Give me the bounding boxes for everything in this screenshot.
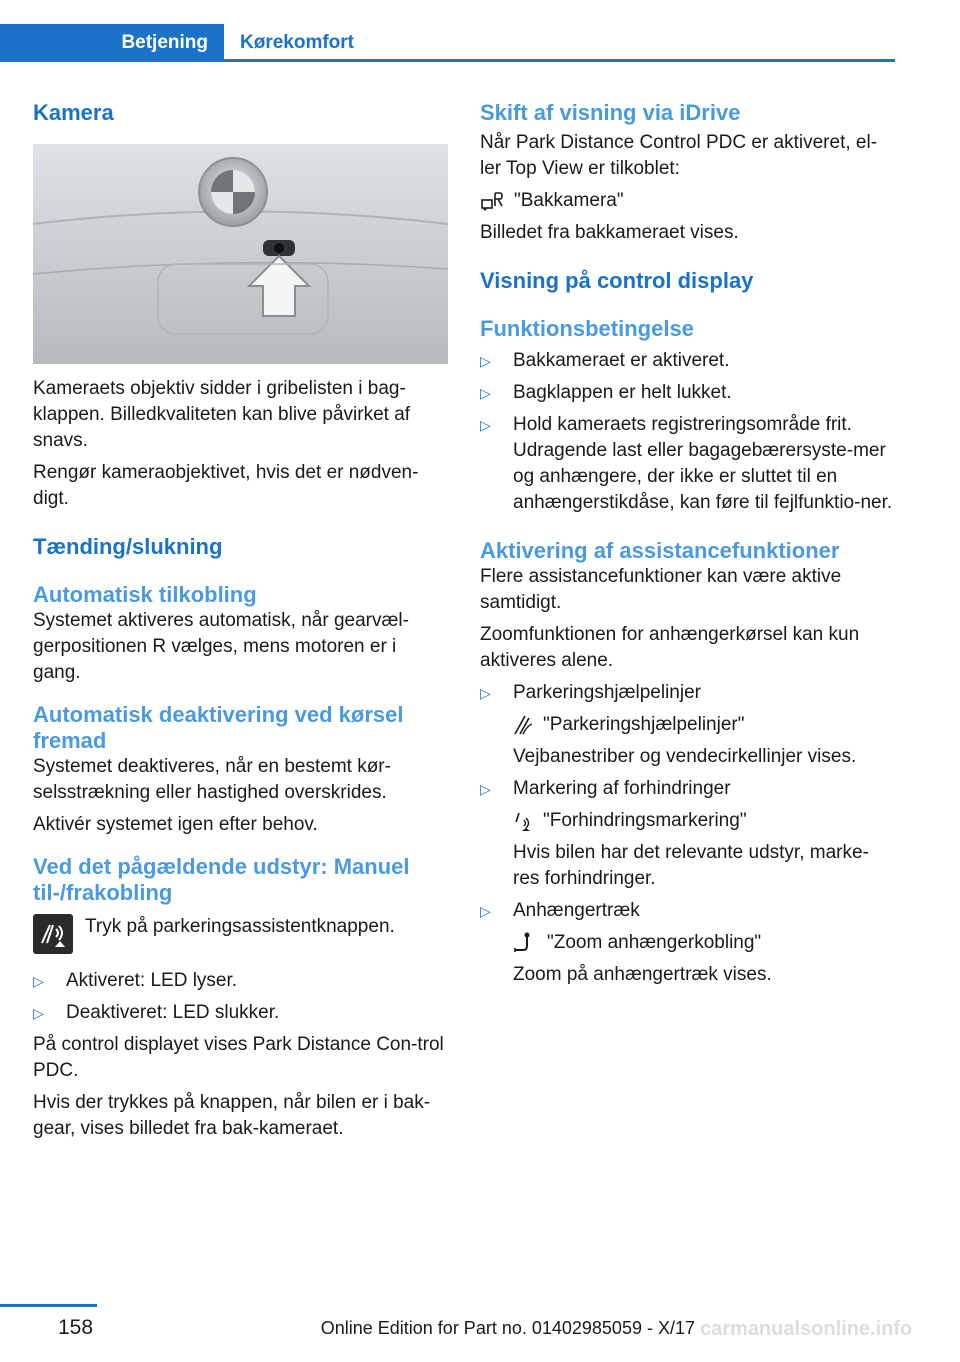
heading-skift: Skift af visning via iDrive xyxy=(480,100,741,125)
aktivering-text-1: Flere assistancefunktioner kan være aktive samtidigt. xyxy=(480,566,842,613)
tab-korekomfort[interactable]: Kørekomfort xyxy=(240,32,355,53)
list-item xyxy=(480,898,895,988)
pdc-instruction xyxy=(33,914,448,954)
obstacle-marking-desc: Hvis bilen har det relevante udstyr, marke-res forhindringer. xyxy=(513,842,869,889)
list-item xyxy=(480,680,895,770)
watermark: carmanualsonline.info xyxy=(700,1318,913,1340)
trailer-hitch-label: "Zoom anhængerkobling" xyxy=(547,932,762,953)
obstacle-marking-icon xyxy=(513,810,533,832)
pdc-display-text: På control displayet vises Park Distance Con-trol PDC. xyxy=(33,1034,444,1081)
left-column xyxy=(33,100,448,1142)
rear-camera-icon xyxy=(480,190,504,212)
bakkamera-line xyxy=(480,188,895,214)
list-item xyxy=(480,412,895,516)
heading-auto-tilkobling: Automatisk tilkobling xyxy=(33,582,257,607)
list-item xyxy=(480,380,895,406)
list-item-text: Deaktiveret: LED slukker. xyxy=(66,1002,280,1023)
triangle-bullet-icon: ▷ xyxy=(480,353,491,369)
list-item xyxy=(480,776,895,892)
auto-deaktivering-text-2: Aktivér systemet igen efter behov. xyxy=(33,814,318,835)
trailer-hitch-desc: Zoom på anhængertræk vises. xyxy=(513,964,772,985)
auto-tilkobling-text: Systemet aktiveres automatisk, når gearvæl-gerpositionen R vælges, mens motoren er i gang. xyxy=(33,610,409,683)
heading-kamera: Kamera xyxy=(33,100,114,125)
list-item-title: Anhængertræk xyxy=(513,900,640,921)
list-item-text: Hold kameraets registreringsområde frit. Udragende last eller bagagebærersyste-mer og anhængere, der ikke er sluttet til en anhængerstikdåse, kan føre til fejlfunktio-ner. xyxy=(513,414,893,513)
kamera-paragraph-1: Kameraets objektiv sidder i gribelisten i bag-klappen. Billedkvaliteten kan blive påvirket af snavs. xyxy=(33,378,411,451)
bakkamera-result: Billedet fra bakkameraet vises. xyxy=(480,222,739,243)
pdc-instruction-text: Tryk på parkeringsassistentknappen. xyxy=(85,916,395,937)
triangle-bullet-icon: ▷ xyxy=(33,973,44,989)
list-item xyxy=(480,348,895,374)
tailgate-camera-illustration xyxy=(33,144,448,364)
auto-deaktivering-text: Systemet deaktiveres, når en bestemt kør-selsstrækning eller hastighed overskrides. xyxy=(33,756,391,803)
triangle-bullet-icon: ▷ xyxy=(480,903,491,919)
heading-taending: Tænding/slukning xyxy=(33,534,223,559)
triangle-bullet-icon: ▷ xyxy=(33,1005,44,1021)
parking-lines-icon xyxy=(513,714,533,736)
backgear-text: Hvis der trykkes på knappen, når bilen er i bak-gear, vises billedet fra bak-kameraet. xyxy=(33,1092,431,1139)
kamera-paragraph-2: Rengør kameraobjektivet, hvis det er nødven-digt. xyxy=(33,462,419,509)
trailer-hitch-icon xyxy=(513,932,537,954)
list-item xyxy=(33,1000,448,1026)
camera-photo xyxy=(33,144,448,364)
parking-lines-desc: Vejbanestriber og vendecirkellinjer vises. xyxy=(513,746,857,767)
list-item xyxy=(33,968,448,994)
heading-visning: Visning på control display xyxy=(480,268,754,293)
header-rule xyxy=(0,59,895,62)
triangle-bullet-icon: ▷ xyxy=(480,781,491,797)
heading-aktivering: Aktivering af assistancefunktioner xyxy=(480,538,840,563)
tab-betjening[interactable]: Betjening xyxy=(0,24,224,62)
right-column xyxy=(480,100,895,988)
obstacle-marking-label: "Forhindringsmarkering" xyxy=(543,810,747,831)
edition-text: Online Edition for Part no. 01402985059 - X/17 xyxy=(320,1318,695,1338)
list-item-text: Bakkameraet er aktiveret. xyxy=(513,350,730,371)
heading-manuel: Ved det pågældende udstyr: Manuel til-/frakobling xyxy=(33,854,410,905)
aktivering-text-2: Zoomfunktionen for anhængerkørsel kan kun aktiveres alene. xyxy=(480,624,860,671)
list-item-text: Aktiveret: LED lyser. xyxy=(66,970,238,991)
triangle-bullet-icon: ▷ xyxy=(480,385,491,401)
list-item-text: Bagklappen er helt lukket. xyxy=(513,382,732,403)
triangle-bullet-icon: ▷ xyxy=(480,685,491,701)
list-item-title: Parkeringshjælpelinjer xyxy=(513,682,701,703)
triangle-bullet-icon: ▷ xyxy=(480,417,491,433)
heading-auto-deaktivering: Automatisk deaktivering ved kørsel fremad xyxy=(33,702,404,753)
park-assist-button-icon xyxy=(33,914,73,954)
heading-funktionsbetingelse: Funktionsbetingelse xyxy=(480,316,694,341)
header-tabbar xyxy=(0,24,895,62)
footer-rule xyxy=(0,1304,97,1307)
page-number: 158 xyxy=(58,1316,94,1339)
bakkamera-label: "Bakkamera" xyxy=(514,190,624,211)
parking-lines-label: "Parkeringshjælpelinjer" xyxy=(543,714,745,735)
list-item-title: Markering af forhindringer xyxy=(513,778,731,799)
skift-text: Når Park Distance Control PDC er aktiveret, el-ler Top View er tilkoblet: xyxy=(480,132,878,179)
